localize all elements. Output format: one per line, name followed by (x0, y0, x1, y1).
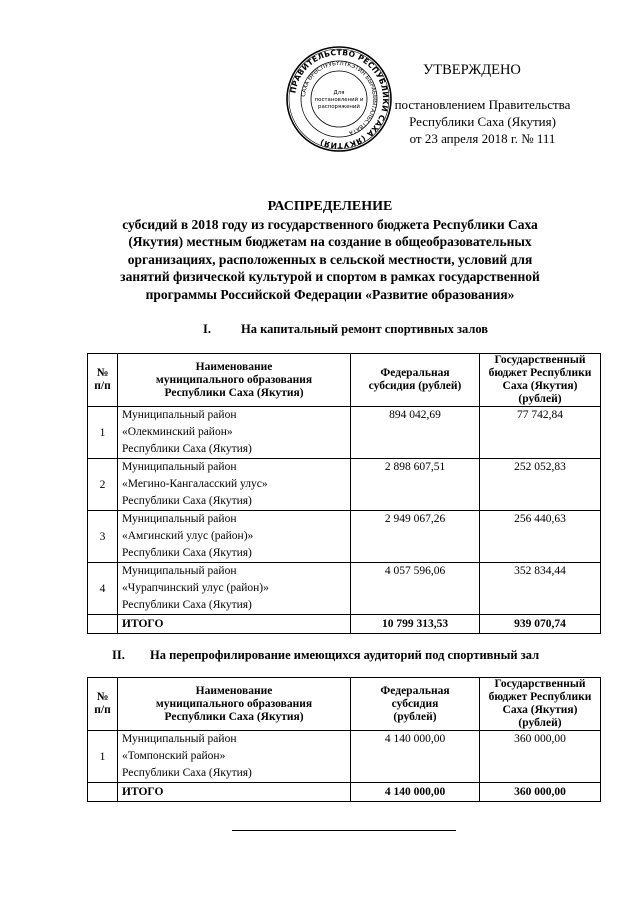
row-name: Муниципальный район «Чурапчинский улус (район)» Республики Саха (Якутия) (118, 563, 351, 615)
header-federal: Федеральная субсидия (рублей) (351, 678, 480, 731)
approval-reference (340, 96, 625, 147)
row-federal: 4 057 596,06 (351, 563, 480, 615)
total-federal: 4 140 000,00 (351, 783, 480, 802)
row-state: 256 440,63 (480, 511, 601, 563)
row-federal: 894 042,69 (351, 407, 480, 459)
approval-line: постановлением Правительства (394, 97, 571, 112)
title-line: организациях, расположенных в сельской местности, условий для (127, 251, 533, 267)
row-name: Муниципальный район «Амгинский улус (район)» Республики Саха (Якутия) (118, 511, 351, 563)
table-row (88, 511, 601, 563)
table-total-row (88, 615, 601, 634)
title-line: субсидий в 2018 году из государственного бюджета Республики Саха (122, 216, 538, 232)
total-state: 360 000,00 (480, 783, 601, 802)
table-row (88, 459, 601, 511)
row-num: 4 (88, 563, 118, 615)
total-empty-cell (88, 783, 118, 802)
row-federal: 4 140 000,00 (351, 731, 480, 783)
header-num: № п/п (88, 354, 118, 407)
header-state: Государственный бюджет Республики Саха (Якутия) (рублей) (480, 354, 601, 407)
table-header-row (88, 678, 601, 731)
row-num: 2 (88, 459, 118, 511)
section-number: I. (203, 322, 211, 336)
row-federal: 2 898 607,51 (351, 459, 480, 511)
total-label: ИТОГО (118, 783, 351, 802)
header-name: Наименование муниципального образования Республики Саха (Якутия) (118, 678, 351, 731)
title-line: занятий физической культурой и спортом в рамках государственной (120, 269, 540, 284)
seal-center-line: распоряжений (318, 104, 360, 110)
total-empty-cell (88, 615, 118, 634)
total-label: ИТОГО (118, 615, 351, 634)
subsidy-table-1 (87, 353, 601, 634)
title-line: программы Российской Федерации «Развитие образования» (145, 286, 515, 302)
row-state: 360 000,00 (480, 731, 601, 783)
seal-outer-text: ПРАВИТЕЛЬСТВО РЕСПУБЛИКИ САХА (ЯКУТИЯ) (288, 47, 391, 151)
row-num: 1 (88, 407, 118, 459)
section-title: На перепрофилирование имеющихся аудиторий под спортивный зал (150, 648, 540, 662)
table-header-row (88, 354, 601, 407)
document-heading: РАСПРЕДЕЛЕНИЕ (267, 199, 393, 214)
approval-line: Республики Саха (Якутия) (409, 114, 556, 129)
header-state: Государственный бюджет Республики Саха (Якутия) (рублей) (480, 678, 601, 731)
table-total-row (88, 783, 601, 802)
seal-inner-text: САХА ӨРӨСПУУБҮЛҮКЭТИН БЫРАБЫЫТАЛЬСТВАТА (301, 60, 378, 136)
row-num: 3 (88, 511, 118, 563)
row-name: Муниципальный район «Томпонский район» Республики Саха (Якутия) (118, 731, 351, 783)
total-federal: 10 799 313,53 (351, 615, 480, 634)
section-number: II. (112, 648, 125, 662)
table-row (88, 731, 601, 783)
row-federal: 2 949 067,26 (351, 511, 480, 563)
header-federal: Федеральная субсидия (рублей) (351, 354, 480, 407)
total-state: 939 070,74 (480, 615, 601, 634)
table-row (88, 407, 601, 459)
closing-rule (232, 830, 456, 831)
subsidy-table-2 (87, 677, 601, 802)
title-line: (Якутия) местным бюджетам на создание в общеобразовательных (128, 234, 532, 249)
seal-center-line: постановлений и (314, 97, 364, 103)
table-row (88, 563, 601, 615)
row-name: Муниципальный район «Олекминский район» Республики Саха (Якутия) (118, 407, 351, 459)
section-title: На капитальный ремонт спортивных залов (241, 322, 489, 336)
approved-label: УТВЕРЖДЕНО (423, 62, 521, 78)
row-state: 352 834,44 (480, 563, 601, 615)
seal-center-line: Для (333, 90, 345, 96)
header-num: № п/п (88, 678, 118, 731)
row-state: 77 742,84 (480, 407, 601, 459)
approval-line: от 23 апреля 2018 г. № 111 (409, 131, 556, 146)
row-num: 1 (88, 731, 118, 783)
row-state: 252 052,83 (480, 459, 601, 511)
row-name: Муниципальный район «Мегино-Кангаласский улус» Республики Саха (Якутия) (118, 459, 351, 511)
document-title (60, 198, 600, 303)
header-name: Наименование муниципального образования Республики Саха (Якутия) (118, 354, 351, 407)
